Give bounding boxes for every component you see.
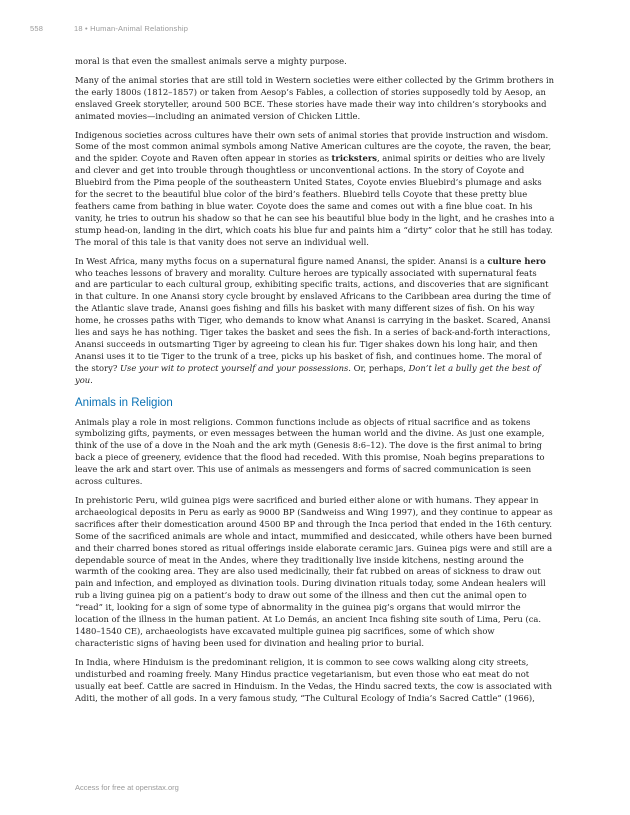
section-heading: Animals in Religion — [75, 396, 173, 409]
paragraph-text: who teaches lessons of bravery and morality. Culture heroes are typically associated with supernatural feats and are particular to each cultural group, exhibiting specific traits, actions, and discoveries that are significant in that culture. In one Anansi story cycle brought by enslaved Africans to the Caribbean area during the time of the Atlantic slave trade, Anansi goes fishing and fills his basket with many different sizes of fish. On his way home, he crosses paths with Tiger, who demands to know what Anansi is carrying in the basket. Scared, Anansi lies and says he has nothing. Tiger takes the basket and sees the fish. In a series of back-and-forth interactions, Anansi succeeds in outsmarting Tiger by agreeing to clean his fur. Tiger shakes down his long hair, and then Anansi uses it to tie Tiger to the trunk of a tree, picks up his basket of fish, and continues home. The moral of the story? — [75, 267, 551, 373]
paragraph-1 — [75, 56, 555, 68]
paragraph-text: In India, where Hinduism is the predominant religion, it is common to see cows walking along city streets, undisturbed and roaming freely. Many Hindus practice vegetarianism, but even those who eat meat do not usually eat beef. Cattle are sacred in Hinduism. In the Vedas, the Hindu sacred texts, the cow is associated with Aditi, the mother of all gods. In a very famous study, “The Cultural Ecology of India’s Sacred Cattle” (1966), — [75, 656, 552, 703]
paragraph-text: Animals play a role in most religions. Common functions include as objects of ritual sacrifice and as tokens symbolizing gifts, payments, or even messages between the human world and the divine. As just one example, think of the use of a dove in the Noah and the ark myth (Genesis 8:6–12). The dove is the first animal to bring back a piece of greenery, evidence that the flood had receded. With this promise, Noah begins preparations to leave the ark and start over. This use of animals as messengers and forms of sacred communication is seen across cultures. — [75, 416, 545, 487]
paragraph-text: . Or, perhaps, — [348, 362, 409, 373]
paragraph-text: Indigenous societies across cultures have their own sets of animal stories that provide instruction and wisdom. Some of the most common animal symbols among Native American cultures are the coyote, the raven, the bear, and the spider. Coyote and Raven often appear in stories as — [75, 129, 552, 164]
paragraph-4 — [75, 256, 555, 387]
paragraph-text: Many of the animal stories that are still told in Western societies were either collected by the Grimm brothers in the early 1800s (1812–1857) or taken from Aesop’s Fables, a collection of stories supposedly told by Aesop, an enslaved Greek storyteller, around 500 BCE. These stories have made their way into children’s storybooks and animated movies—including an animated version of Chicken Little. — [75, 74, 555, 121]
page-number: 558 — [30, 24, 44, 33]
paragraph-text: In prehistoric Peru, wild guinea pigs were sacrificed and buried either alone or with humans. They appear in archaeological deposits in Peru as early as 9000 BP (Sandweiss and Wing 1997), and they continue to appear as sacrifices after their domestication around 4500 BP and through the Inca period that ended in the 16th century. Some of the sacrificed animals are whole and intact, mummified and desiccated, while others have been burned and their charred bones stored as ritual offerings inside elaborate ceramic jars. Guinea pigs were and still are a dependable source of meat in the Andes, where they traditionally live inside kitchens, nesting around the warmth of the cooking area. They are also used medicinally, their fat rubbed on areas of sickness to draw out pain and infection, and employed as divination tools. During divination rituals today, some Andean healers will rub a living guinea pig on a patient’s body to draw out some of the illness and then cut the animal open to “read” it, looking for a sign of some type of abnormality in the guinea pig’s organs that would mirror the location of the illness in the human patient. At Lo Demás, an ancient Inca fishing site south of Lima, Peru (ca. 1480–1540 CE), archaeologists have excavated multiple guinea pig sacrifices, some of which show characteristic signs of having been used for divination and healing prior to burial. — [75, 495, 553, 648]
paragraph-3 — [75, 130, 555, 249]
paragraph-text: moral is that even the smallest animals serve a mighty purpose. — [75, 56, 347, 66]
paragraph-text: In West Africa, many myths focus on a supernatural figure named Anansi, the spider. Anansi is a — [75, 255, 488, 266]
chapter-title: 18 • Human-Animal Relationship — [74, 24, 189, 33]
paragraph-2 — [75, 75, 555, 123]
paragraph-5 — [75, 417, 555, 488]
emphasis-text: Don’t let a bully get the best of you — [75, 362, 541, 385]
key-term-culture-hero: culture hero — [487, 255, 546, 266]
paragraph-text: , animal spirits or deities who are lively and clever and get into trouble through thoughtless or unconventional actions. In the story of Coyote and Bluebird from the Pima people of the southeastern United States, Coyote envies Bluebird’s plumage and asks for the secret to the beautiful blue color of the bird’s feathers. Bluebird tells Coyote that these pretty blue feathers came from bathing in blue water. Coyote does the same and comes out with a fine blue coat. In his vanity, he tries to outrun his shadow so that he can see his beautiful blue body in the light, and he crashes into a stump head-on, landing in the dirt, which coats his blue fur and paints him a “dirty” color that he still has today. The moral of this tale is that vanity does not serve an individual well. — [75, 153, 555, 247]
key-term-tricksters: tricksters — [331, 153, 377, 164]
emphasis-text: Use your wit to protect yourself and your possessions — [119, 362, 349, 373]
running-header — [30, 24, 600, 33]
footer-link-text: Access for free at openstax.org — [75, 783, 179, 792]
paragraph-6 — [75, 495, 555, 650]
paragraph-7 — [75, 657, 555, 705]
main-content — [75, 56, 555, 711]
paragraph-text: . — [90, 374, 93, 385]
page-footer — [75, 783, 179, 792]
